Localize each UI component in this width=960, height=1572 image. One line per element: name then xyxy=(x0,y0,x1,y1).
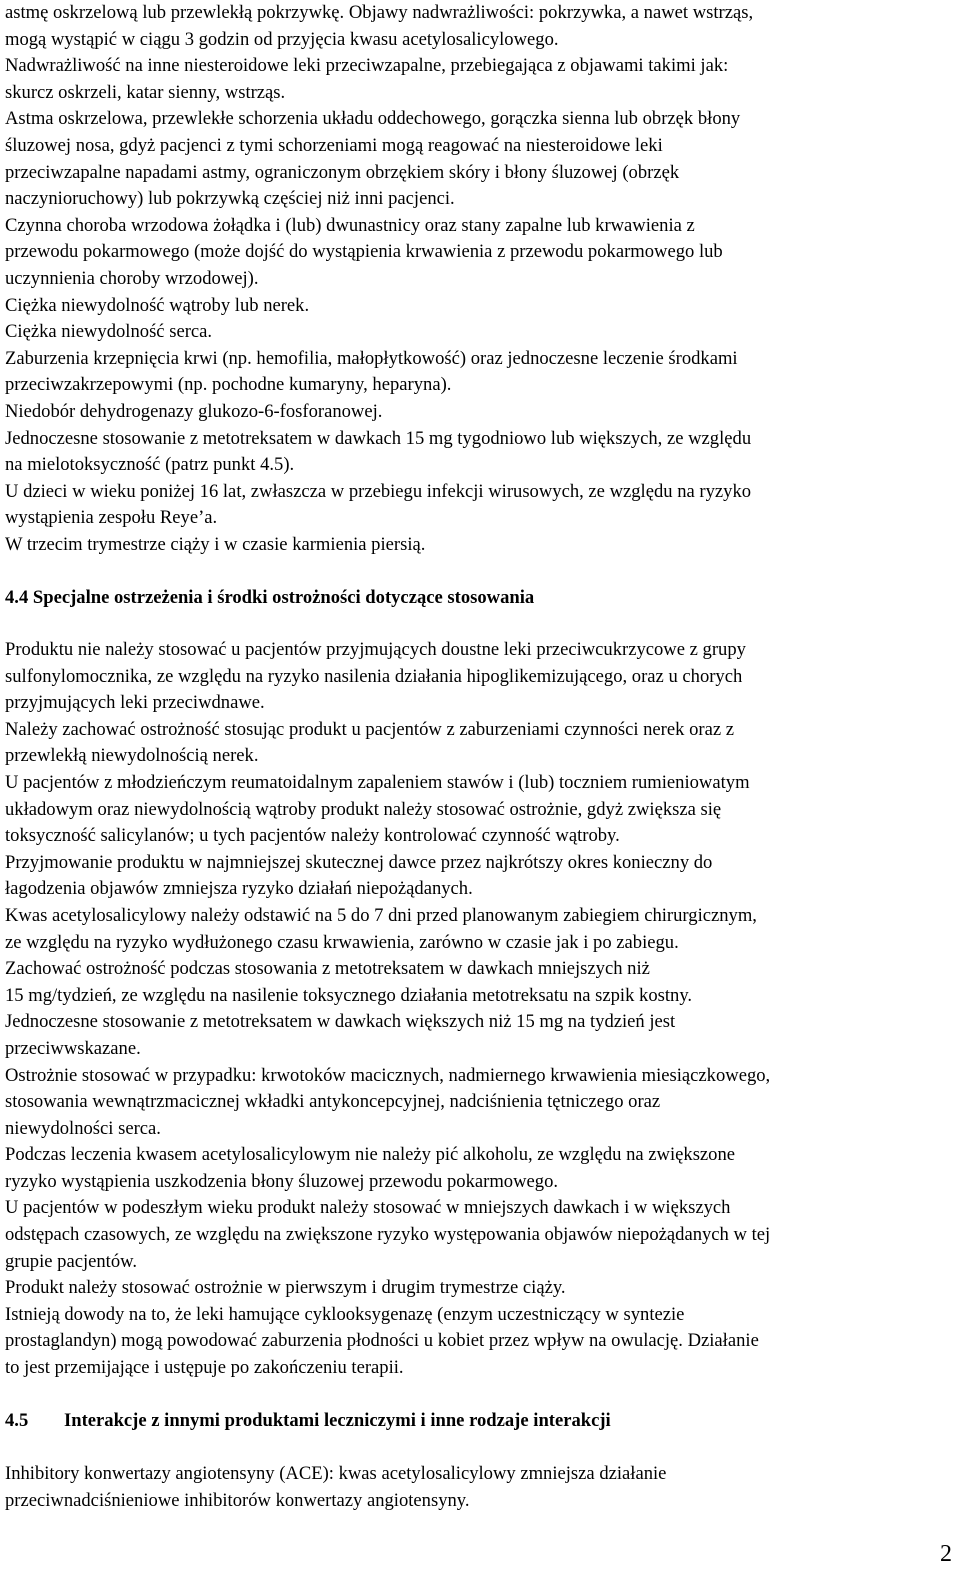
paragraph: Jednoczesne stosowanie z metotreksatem w dawkach większych niż 15 mg na tydzień jest przeciwwskazane. xyxy=(5,1011,676,1059)
paragraph: U pacjentów z młodzieńczym reumatoidalnym zapaleniem stawów i (lub) toczniem rumieniowatym układowym oraz niewydolnością wątroby produkt należy stosować ostrożnie, gdyż zwiększa się toksyczność salicylanów; u tych pacjentów należy kontrolować czynność wątroby. xyxy=(5,771,750,847)
paragraph: Zaburzenia krzepnięcia krwi (np. hemofilia, małopłytkowość) oraz jednoczesne leczenie środkami przeciwzakrzepowymi (np. pochodne kumaryny, heparyna). xyxy=(5,347,738,396)
section-number: 4.5 xyxy=(5,1410,29,1431)
paragraph: Produkt należy stosować ostrożnie w pierwszym i drugim trymestrze ciąży. xyxy=(5,1277,566,1299)
paragraph: Ostrożnie stosować w przypadku: krwotoków macicznych, nadmiernego krwawienia miesiączkowego, stosowania wewnątrzmacicznej wkładki antykoncepcyjnej, nadciśnienia tętniczego oraz niewydolności serca. xyxy=(5,1064,771,1139)
paragraph: Niedobór dehydrogenazy glukozo-6-fosforanowej. xyxy=(5,400,383,422)
paragraph: Inhibitory konwertazy angiotensyny (ACE): kwas acetylosalicylowy zmniejsza działanie przeciwnadciśnieniowe inhibitorów konwertazy angiotensyny. xyxy=(5,1463,667,1511)
section-heading-4-5 xyxy=(5,1408,611,1435)
paragraph: Czynna choroba wrzodowa żołądka i (lub) dwunastnicy oraz stany zapalne lub krwawienia z przewodu pokarmowego (może dojść do wystąpienia krwawienia z przewodu pokarmowego lub uczynnienia choroby wrzodowej). xyxy=(5,214,723,289)
paragraph: Zachować ostrożność podczas stosowania z metotreksatem w dawkach mniejszych niż 15 mg/tydzień, ze względu na nasilenie toksycznego działania metotreksatu na szpik kostny. xyxy=(5,958,693,1006)
paragraph: Istnieją dowody na to, że leki hamujące cyklooksygenazę (enzym uczestniczący w syntezie prostaglandyn) mogą powodować zaburzenia płodności u kobiet przez wpływ na owulację. Działanie to jest przemijające i ustępuje po zakończeniu terapii. xyxy=(5,1303,759,1379)
paragraph: Ciężka niewydolność serca. xyxy=(5,321,213,343)
section-heading-4-4: 4.4 Specjalne ostrzeżenia i środki ostrożności dotyczące stosowania xyxy=(5,587,535,608)
section-title: Interakcje z innymi produktami leczniczymi i inne rodzaje interakcji xyxy=(64,1410,611,1431)
paragraph: Jednoczesne stosowanie z metotreksatem w dawkach 15 mg tygodniowo lub większych, ze względu na mielotoksyczność (patrz punkt 4.5). xyxy=(5,427,752,476)
paragraph: Ciężka niewydolność wątroby lub nerek. xyxy=(5,294,310,316)
paragraph: astmę oskrzelową lub przewlekłą pokrzywkę. Objawy nadwrażliwości: pokrzywka, a nawet wstrząs, mogą wystąpić w ciągu 3 godzin od przyjęcia kwasu acetylosalicylowego. xyxy=(5,2,754,50)
paragraph: Podczas leczenia kwasem acetylosalicylowym nie należy pić alkoholu, ze względu na zwiększone ryzyko wystąpienia uszkodzenia błony śluzowej przewodu pokarmowego. xyxy=(5,1144,736,1192)
paragraph: Kwas acetylosalicylowy należy odstawić na 5 do 7 dni przed planowanym zabiegiem chirurgicznym, ze względu na ryzyko wydłużonego czasu krwawienia, zarówno w czasie jak i po zabiegu. xyxy=(5,904,757,953)
contraindications-continued xyxy=(5,0,753,558)
paragraph: Produktu nie należy stosować u pacjentów przyjmujących doustne leki przeciwcukrzycowe z grupy sulfonylomocznika, ze względu na ryzyko nasilenia działania hipoglikemizującego, oraz u chorych przyjmujących leki przeciwdnawe. xyxy=(5,639,746,714)
paragraph: Przyjmowanie produktu w najmniejszej skutecznej dawce przez najkrótszy okres konieczny do łagodzenia objawów zmniejsza ryzyko działań niepożądanych. xyxy=(5,851,713,900)
paragraph: W trzecim trymestrze ciąży i w czasie karmienia piersią. xyxy=(5,533,426,555)
section-4-4-body xyxy=(5,637,770,1382)
section-4-5-body xyxy=(5,1461,666,1514)
paragraph: U dzieci w wieku poniżej 16 lat, zwłaszcza w przebiegu infekcji wirusowych, ze względu na ryzyko wystąpienia zespołu Reye’a. xyxy=(5,480,752,529)
page-number: 2 xyxy=(940,1541,952,1567)
paragraph: Należy zachować ostrożność stosując produkt u pacjentów z zaburzeniami czynności nerek oraz z przewlekłą niewydolnością nerek. xyxy=(5,718,734,767)
paragraph: Astma oskrzelowa, przewlekłe schorzenia układu oddechowego, gorączka sienna lub obrzęk błony śluzowej nosa, gdyż pacjenci z tymi schorzeniami mogą reagować na niesteroidowe leki przeciwzapalne napadami astmy, ograniczonym obrzękiem skóry i błony śluzowej (obrzęk naczynioruchowy) lub pokrzywką częściej niż inni pacjenci. xyxy=(5,108,741,210)
paragraph: U pacjentów w podeszłym wieku produkt należy stosować w mniejszych dawkach i w większych odstępach czasowych, ze względu na zwiększone ryzyko występowania objawów niepożądanych w tej grupie pacjentów. xyxy=(5,1197,771,1272)
paragraph: Nadwrażliwość na inne niesteroidowe leki przeciwzapalne, przebiegająca z objawami takimi jak: skurcz oskrzeli, katar sienny, wstrząs. xyxy=(5,55,729,103)
